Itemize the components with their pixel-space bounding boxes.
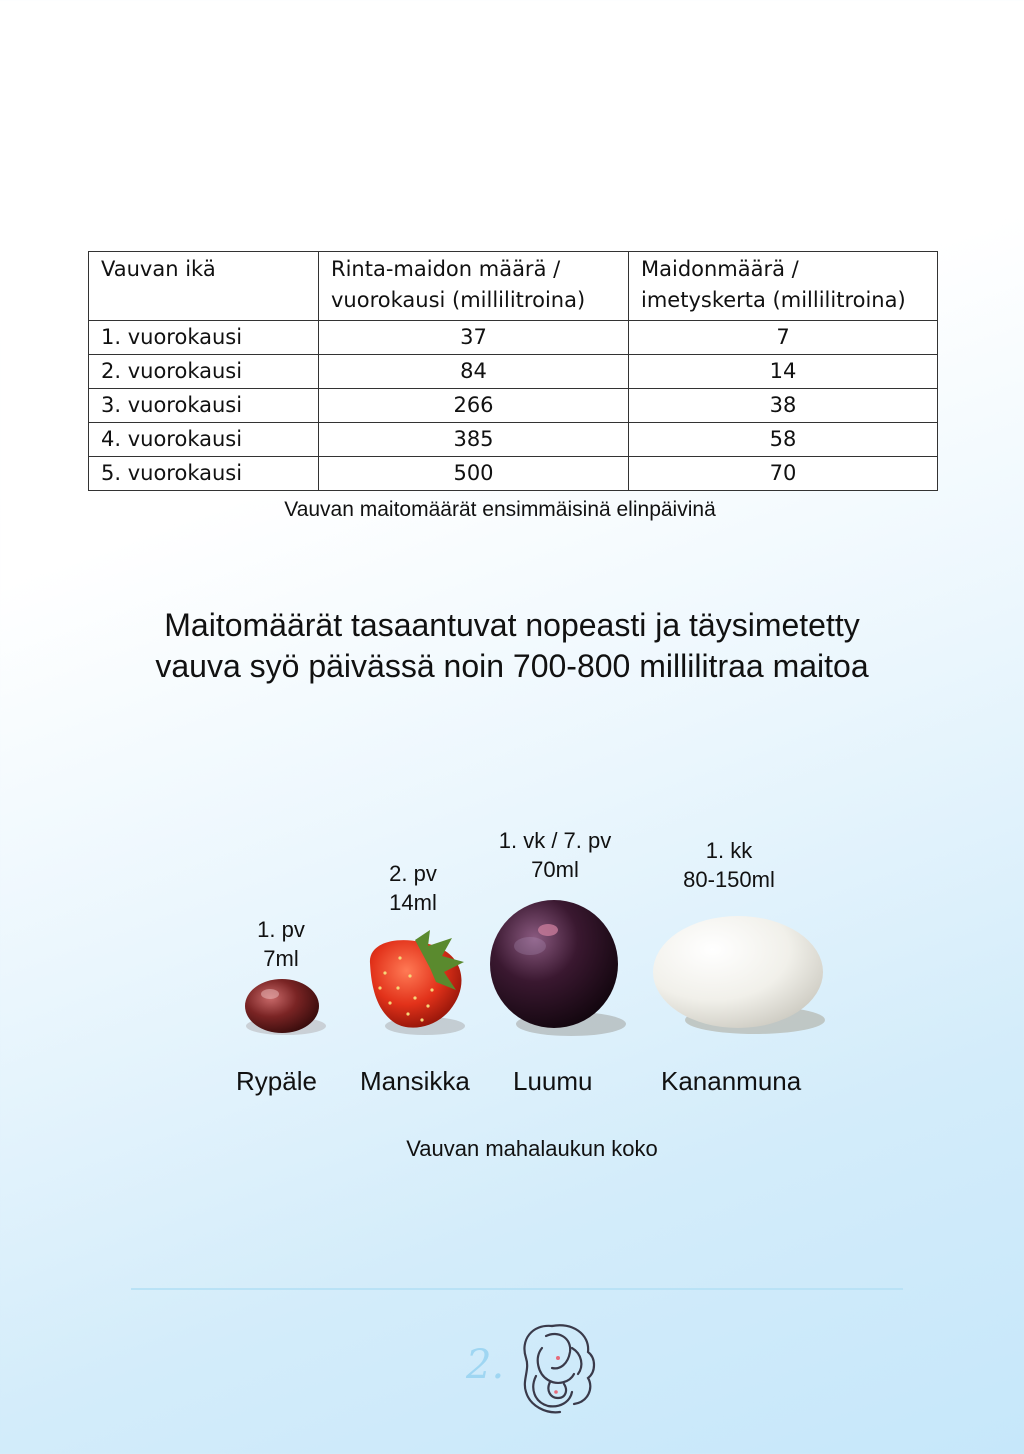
- table-cell: 4. vuorokausi: [89, 423, 319, 457]
- size-label: [358, 859, 468, 917]
- egg-image: [650, 912, 830, 1042]
- table-cell: 5. vuorokausi: [89, 457, 319, 491]
- footer-divider: [131, 1288, 903, 1290]
- grape-image: [236, 970, 336, 1040]
- table-cell: 14: [629, 355, 938, 389]
- fruit-name: Kananmuna: [661, 1066, 802, 1096]
- size-period: 2. pv: [389, 861, 437, 886]
- strawberry-image: [360, 928, 475, 1038]
- table-header-cell: Vauvan ikä: [89, 252, 319, 321]
- table-cell: 58: [629, 423, 938, 457]
- size-period: 1. pv: [257, 917, 305, 942]
- table-cell: 7: [629, 321, 938, 355]
- size-volume: 80-150ml: [683, 867, 775, 892]
- size-volume: 70ml: [531, 857, 579, 882]
- table-cell: 500: [319, 457, 629, 491]
- table-cell: 70: [629, 457, 938, 491]
- headline-line: Maitomäärät tasaantuvat nopeasti ja täysimetetty: [164, 607, 860, 643]
- headline-line: vauva syö päivässä noin 700-800 millilitraa maitoa: [155, 648, 869, 684]
- table-header-cell: Rinta-maidon määrä / vuorokausi (millilitroina): [319, 252, 629, 321]
- table-cell: 84: [319, 355, 629, 389]
- page-number: 2.: [466, 1342, 505, 1388]
- table-header-cell: Maidonmäärä / imetyskerta (millilitroina): [629, 252, 938, 321]
- table-cell: 3. vuorokausi: [89, 389, 319, 423]
- illustration-caption: Vauvan mahalaukun koko: [406, 1136, 658, 1161]
- size-period: 1. vk / 7. pv: [498, 828, 612, 853]
- table-cell: 266: [319, 389, 629, 423]
- fruit-name: Mansikka: [360, 1066, 470, 1096]
- table-cell: 38: [629, 389, 938, 423]
- size-volume: 14ml: [389, 890, 437, 915]
- fruit-name: Rypäle: [236, 1066, 317, 1096]
- table-cell: 2. vuorokausi: [89, 355, 319, 389]
- table-cell: 1. vuorokausi: [89, 321, 319, 355]
- size-label: [231, 915, 331, 973]
- plum-image: [486, 896, 636, 1041]
- size-period: 1. kk: [705, 838, 753, 863]
- mother-child-logo-icon: [512, 1318, 602, 1418]
- fruit-name: Luumu: [513, 1066, 593, 1096]
- table-caption: Vauvan maitomäärät ensimmäisinä elinpäivinä: [284, 498, 716, 521]
- size-volume: 7ml: [263, 946, 299, 971]
- size-label: [480, 826, 630, 884]
- table-cell: 385: [319, 423, 629, 457]
- table-cell: 37: [319, 321, 629, 355]
- size-label: [664, 836, 794, 894]
